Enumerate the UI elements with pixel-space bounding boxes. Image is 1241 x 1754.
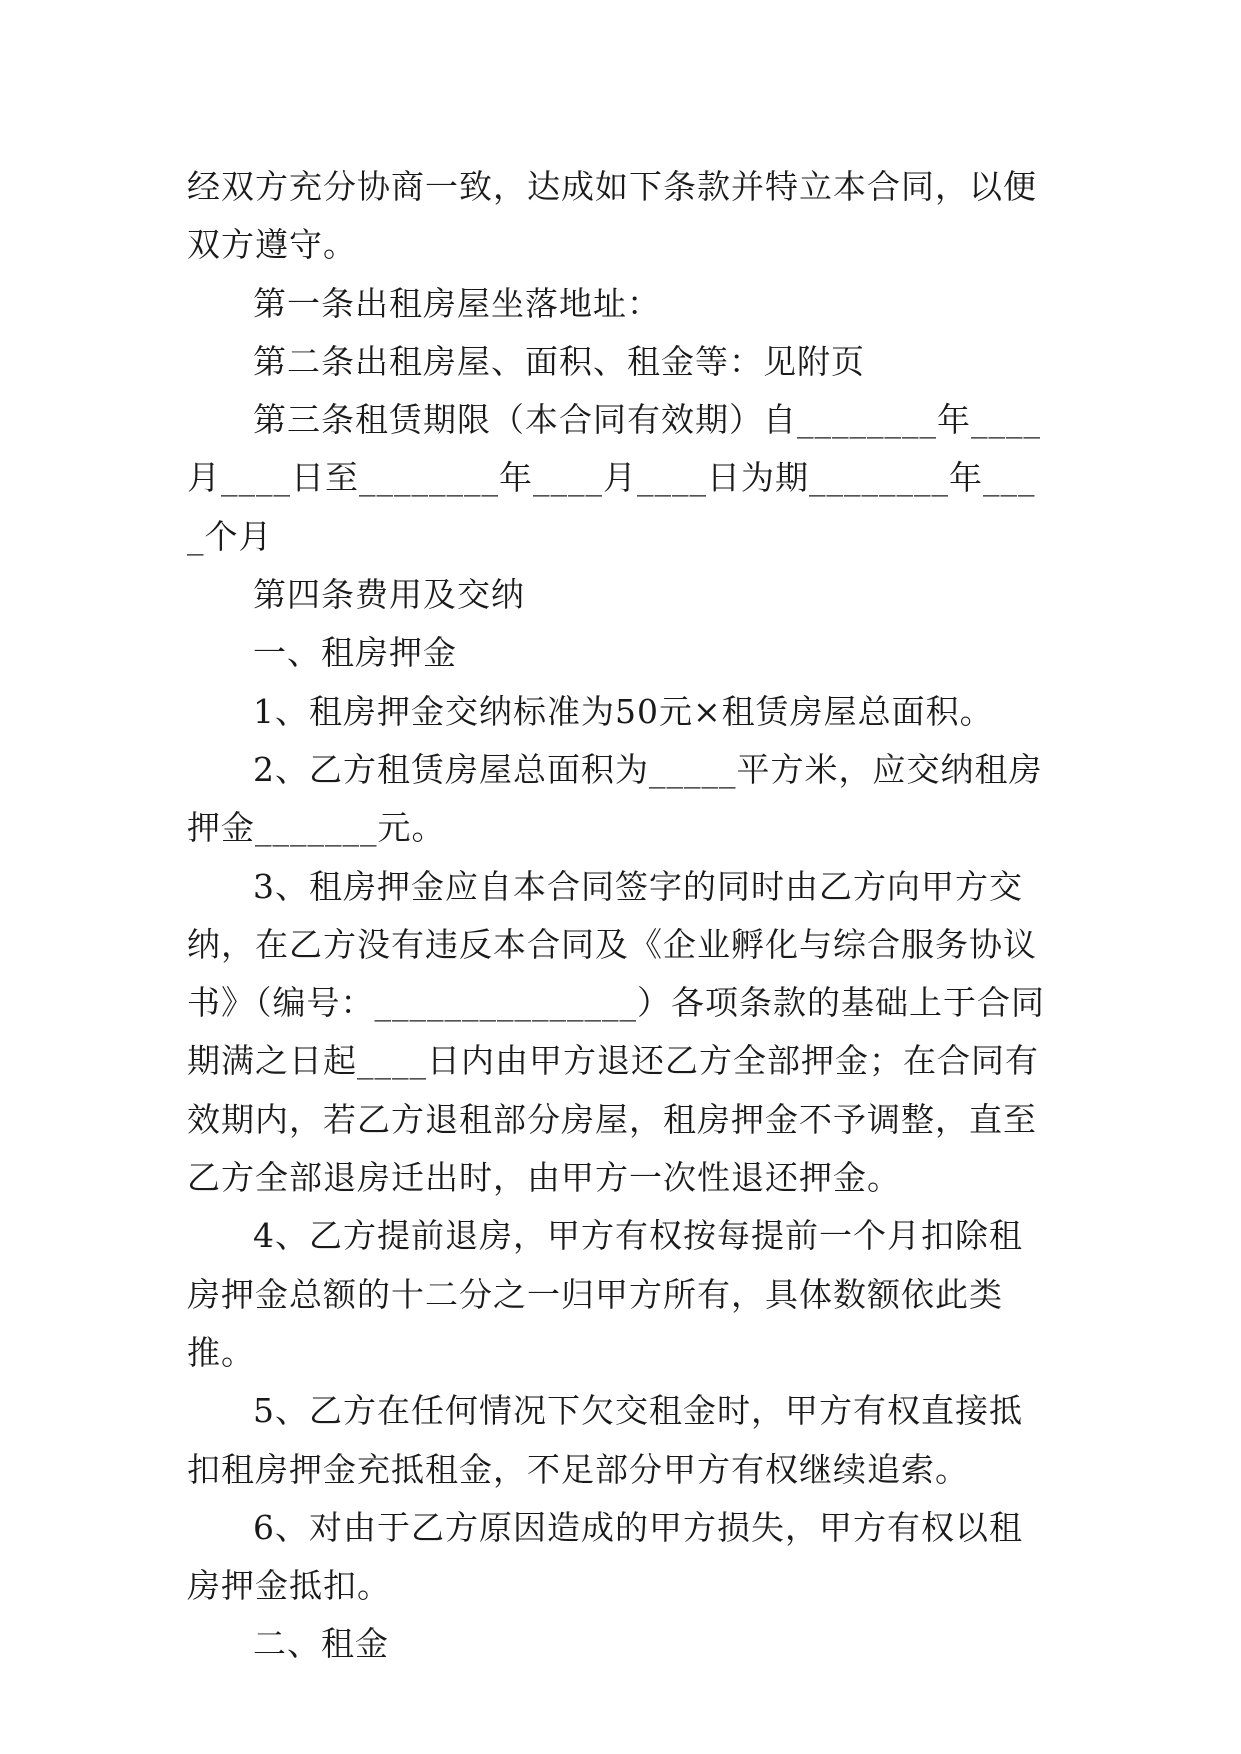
article-1-location: 第一条出租房屋坐落地址： <box>253 283 661 323</box>
article-2-property-area-rent: 第二条出租房屋、面积、租金等：见附页 <box>253 341 865 381</box>
article-3-lease-term: 第三条租赁期限（本合同有效期）自________年____月____日至________年____月____日为期________年____个月 <box>187 400 1041 556</box>
deposit-item-4: 4、乙方提前退房，甲方有权按每提前一个月扣除租房押金总额的十二分之一归甲方所有，具体数额依此类推。 <box>187 1216 1023 1372</box>
intro-paragraph: 经双方充分协商一致，达成如下条款并特立本合同，以便双方遵守。 <box>187 167 1037 265</box>
deposit-item-5: 5、乙方在任何情况下欠交租金时，甲方有权直接抵扣租房押金充抵租金，不足部分甲方有权继续追索。 <box>187 1391 1023 1489</box>
section-rent-heading: 二、租金 <box>253 1624 389 1664</box>
document-body <box>187 158 1047 1674</box>
deposit-item-2: 2、乙方租赁房屋总面积为_____平方米，应交纳租房押金_______元。 <box>187 749 1043 848</box>
deposit-item-1: 1、租房押金交纳标准为50元×租赁房屋总面积。 <box>253 691 994 731</box>
article-4-fees: 第四条费用及交纳 <box>253 575 525 615</box>
section-deposit-heading: 一、租房押金 <box>253 633 457 673</box>
deposit-item-3: 3、租房押金应自本合同签字的同时由乙方向甲方交纳，在乙方没有违反本合同及《企业孵化与综合服务协议书》（编号：_______________）各项条款的基础上于合同期满之日起____日内由甲方退还乙方全部押金；在合同有效期内，若乙方退租部分房屋，租房押金不予调整，直至乙方全部退房迁出时，由甲方一次性退还押金。 <box>187 866 1045 1198</box>
deposit-item-6: 6、对由于乙方原因造成的甲方损失，甲方有权以租房押金抵扣。 <box>187 1507 1023 1606</box>
